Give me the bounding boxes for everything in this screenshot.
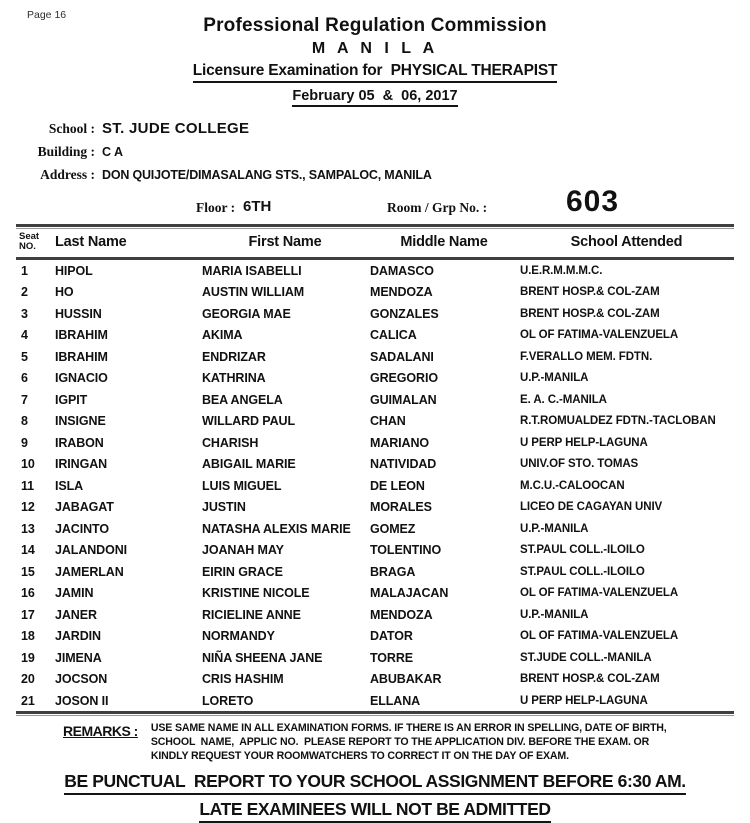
last-name: IRABON (55, 435, 104, 450)
seat-number: 14 (21, 543, 35, 558)
middle-name: TORRE (370, 650, 414, 665)
seat-number: 6 (21, 371, 28, 386)
middle-name: CALICA (370, 328, 417, 343)
first-name: GEORGIA MAE (202, 306, 291, 321)
last-name: JOCSON (55, 672, 108, 687)
first-name: KRISTINE NICOLE (202, 586, 310, 601)
middle-name: GONZALES (370, 306, 439, 321)
school-attended: LICEO DE CAGAYAN UNIV (520, 501, 663, 514)
middle-name: BRAGA (370, 564, 416, 579)
school-attended: BRENT HOSP.& COL-ZAM (520, 673, 660, 686)
table-row (16, 475, 734, 497)
last-name: JAMIN (55, 586, 94, 601)
city-title: M A N I L A (311, 40, 439, 57)
remarks-line-1: USE SAME NAME IN ALL EXAMINATION FORMS. IF THERE IS AN ERROR IN SPELLING, DATE OF BIRTH, (150, 722, 667, 735)
first-name: NORMANDY (202, 629, 275, 644)
first-name: RICIELINE ANNE (202, 607, 301, 622)
document-header (0, 0, 750, 107)
commission-title: Professional Regulation Commission (203, 15, 547, 36)
school-attended: U.P.-MANILA (520, 522, 589, 535)
school-attended: ST.PAUL COLL.-ILOILO (520, 565, 645, 578)
last-name: JAMERLAN (55, 564, 124, 579)
first-name: KATHRINA (202, 371, 266, 386)
middle-name: MENDOZA (370, 285, 433, 300)
address-row (0, 167, 750, 183)
school-attended: ST.PAUL COLL.-ILOILO (520, 544, 645, 557)
floor-value: 6TH (243, 198, 272, 215)
punctuality-notice: BE PUNCTUAL REPORT TO YOUR SCHOOL ASSIGNMENT BEFORE 6:30 AM. (64, 771, 686, 795)
school-info-section (0, 120, 750, 183)
middle-name: TOLENTINO (370, 543, 442, 558)
building-value: C A (102, 145, 124, 159)
first-name: LUIS MIGUEL (202, 478, 282, 493)
last-name: JABAGAT (55, 500, 114, 515)
school-attended: OL OF FATIMA-VALENZUELA (520, 587, 679, 600)
table-row (16, 690, 734, 712)
examinee-rows (16, 260, 734, 712)
seat-number: 13 (21, 521, 35, 536)
table-row (16, 518, 734, 540)
first-name: NIÑA SHEENA JANE (202, 650, 323, 665)
room-grp-label: Room / Grp No. : (387, 200, 488, 215)
last-name-header: Last Name (49, 229, 201, 260)
middle-name: ABUBAKAR (370, 672, 442, 687)
examinee-table (16, 229, 734, 711)
first-name: MARIA ISABELLI (202, 263, 302, 278)
seat-number: 4 (21, 328, 28, 343)
last-name: ISLA (55, 478, 84, 493)
seat-number: 20 (21, 672, 35, 687)
table-row (16, 346, 734, 368)
table-row (16, 281, 734, 303)
last-name: INSIGNE (55, 414, 106, 429)
school-attended: OL OF FATIMA-VALENZUELA (520, 630, 679, 643)
seat-number: 21 (21, 693, 35, 708)
last-name: IGPIT (55, 392, 88, 407)
table-row (16, 260, 734, 282)
footer-notices (0, 764, 750, 823)
first-name: AKIMA (202, 328, 243, 343)
school-attended: ST.JUDE COLL.-MANILA (520, 651, 652, 664)
seat-number: 5 (21, 349, 28, 364)
exam-date: February 05 & 06, 2017 (292, 88, 457, 107)
address-label: Address : (40, 167, 95, 182)
table-bottom-rule (16, 711, 734, 716)
building-label: Building : (37, 144, 95, 159)
middle-name: GOMEZ (370, 521, 416, 536)
table-row (16, 496, 734, 518)
late-examinees-notice: LATE EXAMINEES WILL NOT BE ADMITTED (199, 799, 550, 823)
school-attended: U PERP HELP-LAGUNA (520, 436, 648, 449)
first-name: CRIS HASHIM (202, 672, 284, 687)
last-name: IRINGAN (55, 457, 108, 472)
school-value: ST. JUDE COLLEGE (102, 120, 250, 137)
examinee-table-section (16, 224, 734, 716)
middle-name: MENDOZA (370, 607, 433, 622)
seat-number: 10 (21, 457, 35, 472)
seat-number: 8 (21, 414, 28, 429)
table-row (16, 303, 734, 325)
first-name: NATASHA ALEXIS MARIE (202, 521, 351, 536)
table-row (16, 324, 734, 346)
school-attended: U PERP HELP-LAGUNA (520, 694, 648, 707)
floor-label: Floor : (196, 200, 236, 215)
middle-name: DAMASCO (370, 263, 434, 278)
school-attended: OL OF FATIMA-VALENZUELA (520, 329, 679, 342)
seat-number: 16 (21, 586, 35, 601)
seat-number: 18 (21, 629, 35, 644)
floor-room-row (0, 185, 750, 222)
table-row (16, 582, 734, 604)
seat-number: 11 (21, 478, 35, 493)
seat-number: 7 (21, 392, 28, 407)
middle-name: MALAJACAN (370, 586, 449, 601)
first-name: EIRIN GRACE (202, 564, 283, 579)
middle-name: GUIMALAN (370, 392, 437, 407)
last-name: HUSSIN (55, 306, 102, 321)
first-name: AUSTIN WILLIAM (202, 285, 305, 300)
seat-number: 2 (21, 285, 28, 300)
table-row (16, 604, 734, 626)
first-name: ABIGAIL MARIE (202, 457, 296, 472)
table-row (16, 539, 734, 561)
table-row (16, 453, 734, 475)
last-name: JALANDONI (55, 543, 128, 558)
page-number: Page 16 (27, 9, 67, 21)
seat-number: 1 (21, 263, 28, 278)
school-attended: R.T.ROMUALDEZ FDTN.-TACLOBAN (520, 415, 716, 428)
remarks-section (63, 722, 750, 763)
first-name: ENDRIZAR (202, 349, 266, 364)
remarks-label: REMARKS : (63, 723, 138, 740)
remarks-text (151, 722, 667, 763)
school-attended: U.E.R.M.M.M.C. (520, 264, 603, 277)
last-name: JANER (55, 607, 97, 622)
middle-name: MARIANO (370, 435, 430, 450)
room-number: 603 (566, 185, 620, 218)
exam-title: Licensure Examination for PHYSICAL THERAPIST (193, 62, 558, 83)
table-row (16, 668, 734, 690)
last-name: JIMENA (55, 650, 102, 665)
school-attended: M.C.U.-CALOOCAN (520, 479, 625, 492)
school-attended-header: School Attended (519, 229, 734, 260)
seat-number: 15 (21, 564, 35, 579)
middle-name-header: Middle Name (369, 229, 519, 260)
building-row (0, 144, 750, 160)
table-row (16, 647, 734, 669)
remarks-line-2: SCHOOL NAME, APPLIC NO. PLEASE REPORT TO THE APPLICATION DIV. BEFORE THE EXAM. OR (150, 736, 650, 749)
last-name: HO (55, 285, 74, 300)
first-name: JUSTIN (202, 500, 246, 515)
table-row (16, 561, 734, 583)
seat-number: 9 (21, 435, 28, 450)
seat-no-header: Seat NO. (16, 229, 49, 260)
school-attended: E. A. C.-MANILA (520, 393, 607, 406)
seat-number: 17 (21, 607, 35, 622)
first-name: BEA ANGELA (202, 392, 283, 407)
table-row (16, 389, 734, 411)
school-attended: UNIV.OF STO. TOMAS (520, 458, 639, 471)
last-name: HIPOL (55, 263, 93, 278)
first-name-header: First Name (201, 229, 369, 260)
address-value: DON QUIJOTE/DIMASALANG STS., SAMPALOC, MANILA (102, 168, 432, 182)
seat-number: 12 (21, 500, 35, 515)
last-name: JACINTO (55, 521, 109, 536)
school-label: School : (48, 121, 95, 136)
remarks-line-3: KINDLY REQUEST YOUR ROOMWATCHERS TO CORRECT IT ON THE DAY OF EXAM. (150, 749, 569, 762)
middle-name: SADALANI (370, 349, 434, 364)
school-attended: BRENT HOSP.& COL-ZAM (520, 286, 660, 299)
middle-name: DE LEON (370, 478, 425, 493)
school-row (0, 120, 750, 137)
last-name: JARDIN (55, 629, 101, 644)
last-name: IGNACIO (55, 371, 108, 386)
last-name: IBRAHIM (55, 349, 108, 364)
middle-name: CHAN (370, 414, 406, 429)
last-name: JOSON II (55, 693, 109, 708)
middle-name: ELLANA (370, 693, 421, 708)
seat-number: 3 (21, 306, 28, 321)
middle-name: GREGORIO (370, 371, 438, 386)
first-name: WILLARD PAUL (202, 414, 295, 429)
school-attended: F.VERALLO MEM. FDTN. (520, 350, 653, 363)
table-header-row (16, 229, 734, 260)
last-name: IBRAHIM (55, 328, 108, 343)
table-row (16, 625, 734, 647)
first-name: CHARISH (202, 435, 259, 450)
middle-name: MORALES (370, 500, 432, 515)
table-row (16, 367, 734, 389)
school-attended: U.P.-MANILA (520, 608, 589, 621)
middle-name: NATIVIDAD (370, 457, 437, 472)
seat-number: 19 (21, 650, 35, 665)
table-row (16, 410, 734, 432)
school-attended: U.P.-MANILA (520, 372, 589, 385)
first-name: LORETO (202, 693, 254, 708)
first-name: JOANAH MAY (202, 543, 284, 558)
table-row (16, 432, 734, 454)
middle-name: DATOR (370, 629, 413, 644)
school-attended: BRENT HOSP.& COL-ZAM (520, 307, 660, 320)
